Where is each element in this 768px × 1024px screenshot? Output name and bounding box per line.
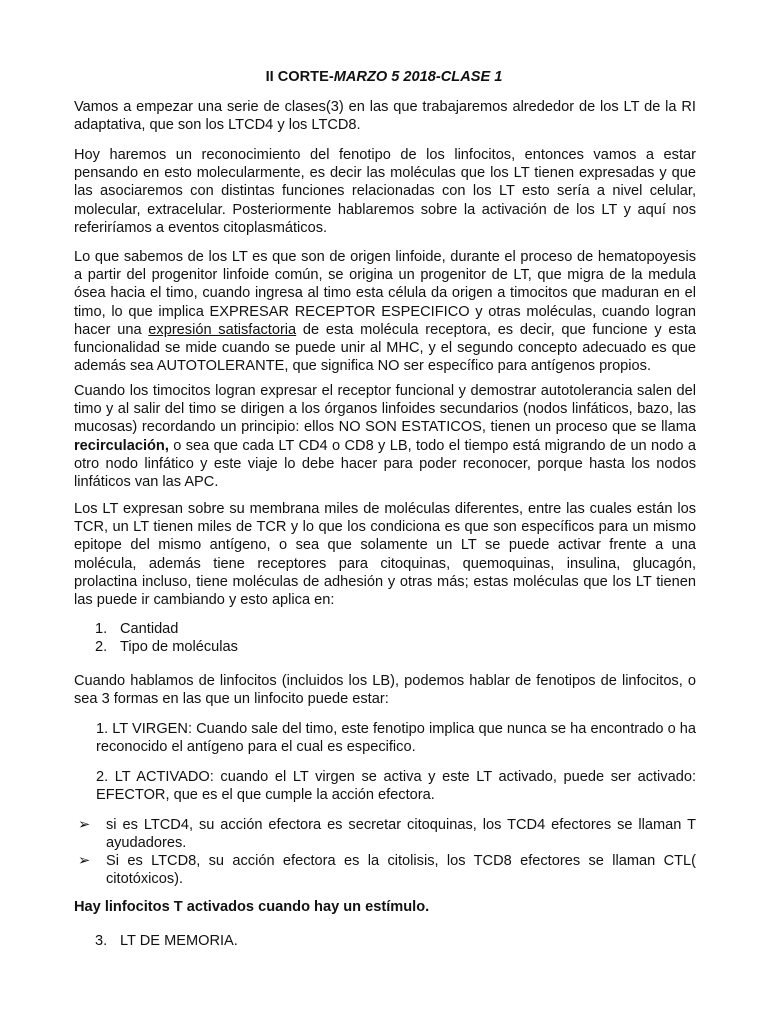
paragraph-phenotypes: Cuando hablamos de linfocitos (incluidos los LB), podemos hablar de fenotipos de linfocitos, o sea 3 formas en las que un linfocito puede estar: — [74, 673, 696, 708]
item-lt-memoria — [95, 932, 238, 950]
recirc-text-b: o sea que cada LT CD4 o CD8 y LB, todo el tiempo está migrando de un nodo a otro nodo linfático y este viaje lo debe hacer para poder reconocer, porque hasta los nodos linfáticos van las APC. — [74, 437, 696, 491]
list-text: Tipo de moléculas — [120, 639, 238, 655]
paragraph-molecules: Los LT expresan sobre su membrana miles de moléculas diferentes, entre las cuales están los TCR, un LT tienen miles de TCR y lo que los condiciona es que son específicos para un mismo epitope del mismo antígeno, o sea que solamente un LT se puede activar frente a una molécula, además tiene receptores para citoquinas, quemoquinas, insulina, glucagón, prolactina incluso, tiene moléculas de adhesión y otras más; estas moléculas que los LT tienen las puede ir cambiando y esto aplica en: — [74, 501, 696, 609]
bullet-text: Si es LTCD8, su acción efectora es la citolisis, los TCD8 efectores se llaman CTL( citotóxicos). — [106, 853, 696, 888]
title-prefix: II CORTE- — [265, 69, 334, 85]
title-date-class: MARZO 5 2018-CLASE 1 — [333, 69, 503, 85]
bullet-item — [78, 852, 696, 888]
list-item — [95, 638, 238, 656]
recirc-text-a: Cuando los timocitos logran expresar el receptor funcional y demostrar autotolerancia salen del timo y al salir del timo se dirigen a los órganos linfoides secundarios (nodos linfáticos, bazo, las mucosas) recordando un principio: ellos NO SON ESTATICOS, tienen un proceso que se llama — [74, 383, 696, 436]
list-item — [95, 620, 178, 638]
item-lt-activado: 2. LT ACTIVADO: cuando el LT virgen se activa y este LT activado, puede ser activado: EFECTOR, que es el que cumple la acción efectora. — [96, 769, 696, 804]
item-lt-virgen: 1. LT VIRGEN: Cuando sale del timo, este fenotipo implica que nunca se ha encontrado o ha reconocido el antígeno para el cual es especifico. — [96, 721, 696, 756]
origin-underlined: expresión satisfactoria — [148, 321, 297, 338]
list-number: 1. — [95, 621, 108, 637]
bullet-item — [78, 816, 696, 852]
paragraph-recirculation — [74, 382, 696, 491]
arrow-bullet-icon: ➢ — [78, 853, 91, 869]
origin-text-b: de esta molécula receptora, es decir, que funcione y esta funcionalidad se mide cuando se puede unir al MHC, y el segundo concepto adecuado es que además sea AUTOTOLERANTE, que significa NO ser específico para antígenos propios. — [74, 321, 696, 375]
list-number: 3. — [95, 933, 108, 949]
bullet-text: si es LTCD4, su acción efectora es secretar citoquinas, los TCD4 efectores se llaman T ayudadores. — [106, 817, 696, 852]
origin-text-a: Lo que sabemos de los LT es que son de origen linfoide, durante el proceso de hematopoyesis a partir del progenitor linfoide común, se origina un progenitor de LT, que migra de la medula ósea hacia el timo, cuando ingresa al timo esta célula da origen a timocitos que maduran en el timo, lo que implica EXPRESAR RECEPTOR ESPECIFICO y otras moléculas, cuando logran hacer una — [74, 249, 696, 338]
page-title — [0, 68, 768, 86]
recirc-bold: recirculación, — [74, 437, 169, 454]
paragraph-origin — [74, 248, 696, 375]
bold-statement: Hay linfocitos T activados cuando hay un estímulo. — [74, 899, 430, 915]
list-number: 2. — [95, 639, 108, 655]
paragraph-intro: Vamos a empezar una serie de clases(3) en las que trabajaremos alrededor de los LT de la RI adaptativa, que son los LTCD4 y los LTCD8. — [74, 99, 696, 134]
arrow-bullet-icon: ➢ — [78, 817, 91, 833]
paragraph-phenotype: Hoy haremos un reconocimiento del fenotipo de los linfocitos, entonces vamos a estar pensando en esto molecularmente, es decir las moléculas que los LT tienen expresadas y que las asociaremos con distintas funciones relacionadas con los LT esto sería a nivel celular, molecular, extracelular. Posteriormente hablaremos sobre la activación de los LT y aquí nos referiríamos a eventos citoplasmáticos. — [74, 147, 696, 236]
list-text: Cantidad — [120, 621, 179, 637]
list-text: LT DE MEMORIA. — [120, 933, 238, 949]
